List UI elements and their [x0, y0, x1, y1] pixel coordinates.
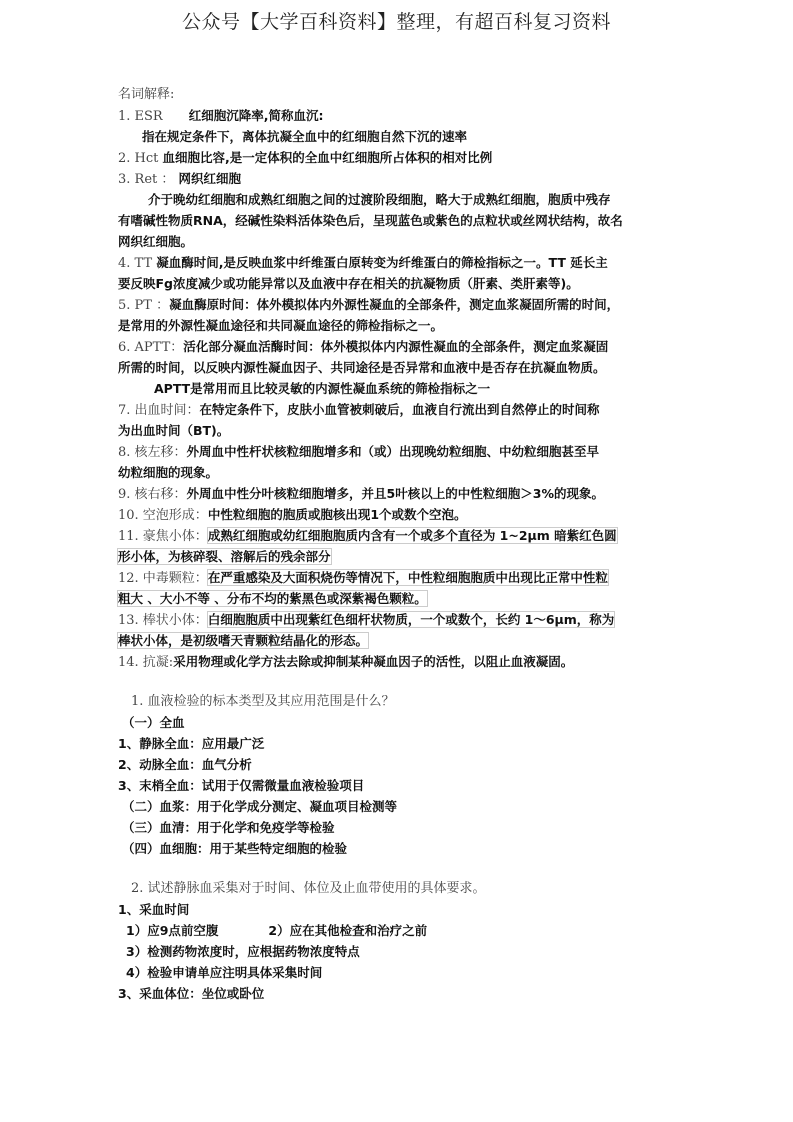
- text-line: [118, 399, 678, 420]
- line-text: 凝血酶原时间：体外模拟体内外源性凝血的全部条件，测定血浆凝固所需的时间，: [169, 297, 620, 312]
- line-text: 3、末梢全血：试用于仅需微量血液检验项目: [118, 778, 365, 793]
- line-text: 外周血中性分叶核粒细胞增多，并且5叶核以上的中性粒细胞＞3%的现象。: [186, 486, 604, 501]
- text-line: [118, 273, 678, 294]
- text-line: [118, 105, 678, 126]
- line-label: 8. 核左移：: [118, 445, 187, 460]
- text-line: [118, 315, 678, 336]
- line-label: 11. 豪焦小体：: [118, 529, 208, 544]
- text-line: [118, 983, 678, 1004]
- text-line: [118, 483, 678, 504]
- line-label: 1. ESR: [118, 109, 189, 124]
- text-line: [118, 462, 678, 483]
- line-text: 1）应9点前空腹 2）应在其他检查和治疗之前: [126, 923, 428, 938]
- line-text: 网织红细胞: [178, 171, 242, 186]
- text-line: [118, 630, 678, 651]
- line-text: 为出血时间（BT)。: [118, 423, 230, 438]
- line-text: 是常用的外源性凝血途径和共同凝血途径的筛检指标之一。: [118, 318, 444, 333]
- line-text: （一）全血: [122, 715, 185, 730]
- text-line: [118, 210, 678, 231]
- text-line: [118, 817, 678, 838]
- text-line: [118, 357, 678, 378]
- line-text: 在特定条件下，皮肤小血管被刺破后，血液自行流出到自然停止的时间称: [199, 402, 600, 417]
- line-text: 血细胞比容,是一定体积的全血中红细胞所占体积的相对比例: [162, 150, 493, 165]
- text-line: [118, 231, 678, 252]
- line-text: 形小体，为核碎裂、溶解后的残余部分: [118, 549, 331, 564]
- line-label: 2. Hct: [118, 151, 163, 166]
- line-text: 4）检验申请单应注明具体采集时间: [126, 965, 323, 980]
- line-text: 中性粒细胞的胞质或胞核出现1个或数个空泡。: [207, 507, 467, 522]
- text-line: [118, 252, 678, 273]
- line-text: （四）血细胞：用于某些特定细胞的检验: [122, 841, 348, 856]
- line-label: 7. 出血时间：: [118, 403, 200, 418]
- text-line: [118, 147, 678, 168]
- line-label: 5. PT ：: [118, 298, 170, 313]
- line-text: 活化部分凝血活酶时间：体外模拟体内内源性凝血的全部条件，测定血浆凝固: [183, 339, 609, 354]
- line-text: 3）检测药物浓度时，应根据药物浓度特点: [126, 944, 360, 959]
- spacer: [118, 672, 678, 691]
- text-line: [118, 962, 678, 983]
- line-text: （三）血清：用于化学和免疫学等检验: [122, 820, 335, 835]
- line-label: 1. 血液检验的标本类型及其应用范围是什么？: [118, 694, 395, 709]
- line-text: 所需的时间，以反映内源性凝血因子、共同途径是否异常和血液中是否存在抗凝血物质。: [118, 360, 606, 375]
- text-line: [118, 336, 678, 357]
- line-text: 采用物理或化学方法去除或抑制某种凝血因子的活性，以阻止血液凝固。: [173, 654, 574, 669]
- line-text: 棒状小体，是初级嗜天青颗粒结晶化的形态。: [118, 633, 369, 648]
- text-line: [118, 168, 678, 189]
- line-label: 3. Ret ：: [118, 172, 179, 187]
- text-line: [118, 126, 678, 147]
- line-text: 凝血酶时间,是反映血浆中纤维蛋白原转变为纤维蛋白的筛检指标之一。TT 延长主: [156, 255, 608, 270]
- text-line: [118, 588, 678, 609]
- text-line: [118, 525, 678, 546]
- text-line: [118, 84, 678, 105]
- line-text: APTT是常用而且比较灵敏的内源性凝血系统的筛检指标之一: [154, 381, 491, 396]
- text-line: [118, 754, 678, 775]
- line-text: 1、静脉全血：应用最广泛: [118, 736, 265, 751]
- text-line: [118, 733, 678, 754]
- line-label: 6. APTT：: [118, 340, 184, 355]
- line-text: 指在规定条件下，离体抗凝全血中的红细胞自然下沉的速率: [142, 129, 468, 144]
- line-text: 介于晚幼红细胞和成熟红细胞之间的过渡阶段细胞，略大于成熟红细胞，胞质中残存: [148, 192, 611, 207]
- line-text: 粗大 、大小不等 、分布不均的紫黑色或深紫褐色颗粒。: [118, 591, 427, 606]
- line-text: （二）血浆：用于化学成分测定、凝血项目检测等: [122, 799, 398, 814]
- line-text: 白细胞胞质中出现紫红色细杆状物质，一个或数个，长约 1～6μm，称为: [207, 612, 615, 627]
- line-text: 幼粒细胞的现象。: [118, 465, 219, 480]
- text-line: [118, 420, 678, 441]
- line-label: 14. 抗凝:: [118, 655, 174, 670]
- line-label: 13. 棒状小体：: [118, 613, 208, 628]
- text-line: [118, 899, 678, 920]
- line-label: 4. TT: [118, 256, 157, 271]
- line-text: 网织红细胞。: [118, 234, 194, 249]
- line-text: 3、采血体位：坐位或卧位: [118, 986, 265, 1001]
- line-label: 10. 空泡形成：: [118, 508, 208, 523]
- line-text: 成熟红细胞或幼红细胞胞质内含有一个或多个直径为 1~2μm 暗紫红色圆: [207, 528, 617, 543]
- document-body: [118, 84, 678, 1004]
- line-text: 2、动脉全血：血气分析: [118, 757, 252, 772]
- text-line: [118, 378, 678, 399]
- line-label: 9. 核右移：: [118, 487, 187, 502]
- text-line: [118, 546, 678, 567]
- text-line: [118, 504, 678, 525]
- line-label: 名词解释:: [118, 87, 175, 102]
- text-line: [118, 441, 678, 462]
- text-line: [118, 920, 678, 941]
- line-label: 2. 试述静脉血采集对于时间、体位及止血带使用的具体要求。: [118, 881, 486, 896]
- text-line: [118, 189, 678, 210]
- line-text: 外周血中性杆状核粒细胞增多和（或）出现晚幼粒细胞、中幼粒细胞甚至早: [186, 444, 600, 459]
- text-line: [118, 775, 678, 796]
- text-line: [118, 796, 678, 817]
- text-line: [118, 567, 678, 588]
- text-line: [118, 651, 678, 672]
- text-line: [118, 878, 678, 899]
- line-text: 1、采血时间: [118, 902, 190, 917]
- line-text: 在严重感染及大面积烧伤等情况下，中性粒细胞胞质中出现比正常中性粒: [207, 570, 608, 585]
- line-label: 12. 中毒颗粒：: [118, 571, 208, 586]
- line-text: 红细胞沉降率,简称血沉:: [188, 108, 324, 123]
- text-line: [118, 941, 678, 962]
- text-line: [118, 609, 678, 630]
- spacer: [118, 859, 678, 878]
- text-line: [118, 294, 678, 315]
- line-text: 有嗜碱性物质RNA，经碱性染料活体染色后，呈现蓝色或紫色的点粒状或丝网状结构，故名: [118, 213, 623, 228]
- text-line: [118, 838, 678, 859]
- line-text: 要反映Fg浓度减少或功能异常以及血液中存在相关的抗凝物质（肝素、类肝素等)。: [118, 276, 579, 291]
- page-header: 公众号【大学百科资料】整理，有超百科复习资料: [181, 11, 611, 33]
- text-line: [118, 712, 678, 733]
- text-line: [118, 691, 678, 712]
